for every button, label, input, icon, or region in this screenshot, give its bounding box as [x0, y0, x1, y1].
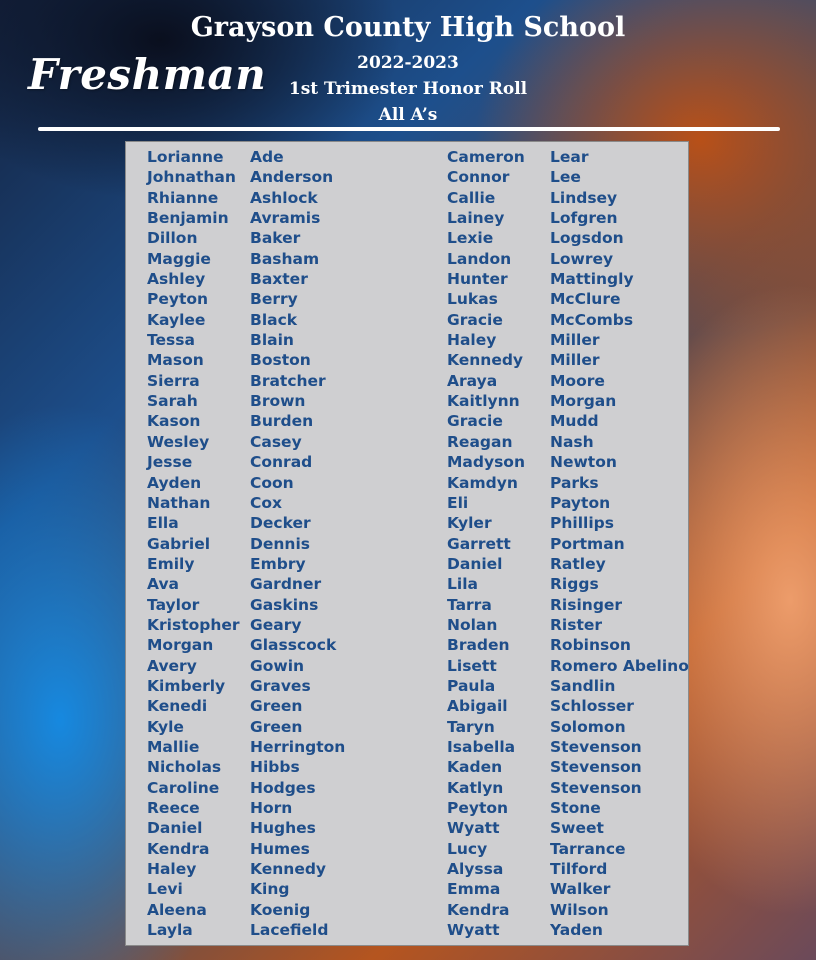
student-first-name: Gabriel [147, 534, 211, 553]
student-last-name: Yaden [550, 921, 603, 940]
student-first-name: Kenedi [147, 697, 208, 716]
student-last-name: Mattingly [550, 270, 634, 289]
student-last-name: Embry [250, 554, 306, 573]
student-last-name: Portman [550, 534, 625, 553]
student-last-name: Lear [550, 148, 589, 166]
right-first-names-column [447, 147, 525, 940]
student-first-name: Braden [447, 636, 510, 655]
student-first-name: Kendra [447, 900, 510, 919]
student-first-name: Alyssa [447, 860, 504, 879]
student-first-name: Emma [447, 880, 501, 899]
student-first-name: Nicholas [147, 758, 222, 777]
student-last-name: Baker [250, 229, 301, 248]
student-last-name: McCombs [550, 310, 634, 329]
student-last-name: Gowin [250, 656, 305, 675]
student-first-name: Taryn [447, 717, 495, 736]
student-last-name: Moore [550, 371, 605, 390]
student-last-name: Lofgren [550, 209, 618, 228]
student-last-name: Horn [250, 799, 293, 817]
student-first-name: Lexie [447, 229, 494, 248]
student-last-name: Conrad [250, 453, 313, 472]
student-first-name: Mallie [147, 737, 200, 756]
student-last-name: Cox [250, 493, 283, 512]
student-last-name: Humes [250, 839, 310, 858]
student-last-name: Casey [250, 432, 302, 451]
school-year: 2022-2023 [357, 53, 459, 73]
student-last-name: Rister [550, 615, 603, 634]
student-last-name: Ratley [550, 554, 606, 573]
student-first-name: Ella [147, 514, 179, 533]
student-last-name: Hughes [250, 819, 316, 838]
student-first-name: Wesley [147, 432, 210, 451]
student-last-name: Lee [550, 168, 581, 187]
student-first-name: Haley [447, 331, 497, 350]
student-last-name: Green [250, 697, 303, 716]
student-first-name: Madyson [447, 453, 525, 472]
student-first-name: Kyle [147, 717, 184, 736]
student-first-name: Reece [147, 799, 200, 817]
student-first-name: Daniel [447, 554, 503, 573]
student-first-name: Ava [147, 575, 180, 594]
student-first-name: Caroline [147, 778, 220, 797]
student-first-name: Katlyn [447, 778, 504, 797]
student-first-name: Levi [147, 880, 183, 899]
student-first-name: Sierra [147, 371, 200, 390]
right-last-names-column [550, 147, 689, 940]
student-first-name: Lainey [447, 209, 505, 228]
student-first-name: Peyton [147, 290, 209, 309]
student-first-name: Nolan [447, 615, 498, 634]
school-name: Grayson County High School [190, 12, 626, 43]
student-first-name: Wyatt [447, 819, 500, 838]
student-first-name: Kimberly [147, 676, 226, 695]
student-first-name: Kaden [447, 758, 503, 777]
student-last-name: Geary [250, 615, 302, 634]
student-last-name: Graves [250, 676, 311, 695]
student-first-name: Lukas [447, 290, 498, 309]
student-last-name: Newton [550, 453, 617, 472]
student-first-name: Araya [447, 371, 498, 390]
student-first-name: Peyton [447, 799, 509, 817]
student-last-name: Brown [250, 392, 306, 411]
left-first-names-column [147, 147, 240, 940]
student-last-name: Burden [250, 412, 314, 431]
student-last-name: Dennis [250, 534, 310, 553]
student-last-name: Baxter [250, 270, 308, 289]
student-last-name: Bratcher [250, 371, 326, 390]
student-first-name: Kendra [147, 839, 210, 858]
student-last-name: Morgan [550, 392, 617, 411]
student-last-name: Sandlin [550, 676, 616, 695]
student-first-name: Paula [447, 676, 496, 695]
student-last-name: Sweet [550, 819, 604, 838]
student-first-name: Aleena [147, 900, 207, 919]
student-last-name: Decker [250, 514, 311, 533]
student-first-name: Kamdyn [447, 473, 518, 492]
student-first-name: Lisett [447, 656, 497, 675]
student-first-name: Nathan [147, 493, 211, 512]
student-first-name: Kaylee [147, 310, 206, 329]
student-last-name: Anderson [250, 168, 334, 187]
student-first-name: Reagan [447, 432, 513, 451]
student-first-name: Wyatt [447, 921, 500, 940]
student-last-name: Nash [550, 432, 594, 451]
student-first-name: Layla [147, 921, 193, 940]
student-first-name: Kyler [447, 514, 492, 533]
student-first-name: Gracie [447, 412, 503, 431]
student-first-name: Taylor [147, 595, 200, 614]
student-last-name: Boston [250, 351, 311, 370]
student-last-name: Romero Abelino [550, 656, 689, 675]
student-last-name: Black [250, 310, 298, 329]
student-first-name: Lila [447, 575, 478, 594]
student-first-name: Maggie [147, 249, 211, 268]
student-last-name: Stevenson [550, 778, 642, 797]
left-last-names-column [250, 147, 345, 940]
student-last-name: Riggs [550, 575, 599, 594]
freshman-script-title: Freshman [28, 50, 267, 99]
student-first-name: Emily [147, 554, 195, 573]
student-last-name: Ade [250, 148, 284, 166]
student-last-name: Mudd [550, 412, 599, 431]
student-last-name: Robinson [550, 636, 631, 655]
student-first-name: Lorianne [147, 148, 224, 166]
student-first-name: Tarra [447, 595, 492, 614]
student-last-name: Stone [550, 799, 601, 817]
student-last-name: Stevenson [550, 758, 642, 777]
student-first-name: Hunter [447, 270, 508, 289]
student-last-name: Parks [550, 473, 599, 492]
honor-roll-term: 1st Trimester Honor Roll [288, 79, 528, 99]
student-last-name: Gaskins [250, 595, 319, 614]
student-first-name: Cameron [447, 148, 525, 166]
student-last-name: Phillips [550, 514, 614, 533]
student-last-name: Lindsey [550, 188, 618, 207]
student-last-name: Basham [250, 249, 320, 268]
student-first-name: Eli [447, 493, 469, 512]
student-first-name: Kennedy [447, 351, 524, 370]
student-last-name: Miller [550, 351, 600, 370]
student-last-name: Miller [550, 331, 600, 350]
student-first-name: Garrett [447, 534, 511, 553]
student-last-name: Berry [250, 290, 298, 309]
student-first-name: Daniel [147, 819, 203, 838]
student-first-name: Ayden [147, 473, 202, 492]
student-last-name: McClure [550, 290, 621, 309]
student-last-name: Avramis [250, 209, 321, 228]
student-first-name: Kaitlynn [447, 392, 520, 411]
names-panel [125, 141, 689, 946]
student-last-name: Tarrance [550, 839, 626, 858]
student-first-name: Jesse [147, 453, 193, 472]
student-first-name: Mason [147, 351, 204, 370]
student-last-name: Lowrey [550, 249, 614, 268]
student-last-name: Kennedy [250, 860, 327, 879]
student-last-name: Blain [250, 331, 294, 350]
student-last-name: Glasscock [250, 636, 337, 655]
student-first-name: Connor [447, 168, 510, 187]
student-last-name: Logsdon [550, 229, 624, 248]
student-first-name: Dillon [147, 229, 198, 248]
student-last-name: King [250, 880, 290, 899]
student-first-name: Tessa [147, 331, 195, 350]
student-first-name: Morgan [147, 636, 214, 655]
student-last-name: Green [250, 717, 303, 736]
student-last-name: Stevenson [550, 737, 642, 756]
honor-category: All A’s [378, 105, 438, 125]
student-first-name: Callie [447, 188, 496, 207]
student-first-name: Isabella [447, 737, 516, 756]
student-last-name: Hodges [250, 778, 316, 797]
student-last-name: Herrington [250, 737, 346, 756]
student-first-name: Lucy [447, 839, 488, 858]
student-first-name: Gracie [447, 310, 503, 329]
student-first-name: Abigail [447, 697, 508, 716]
student-last-name: Gardner [250, 575, 322, 594]
student-last-name: Payton [550, 493, 611, 512]
student-last-name: Wilson [550, 900, 609, 919]
student-last-name: Walker [550, 880, 611, 899]
header-divider [38, 127, 780, 131]
student-first-name: Avery [147, 656, 197, 675]
student-last-name: Ashlock [250, 188, 318, 207]
student-first-name: Sarah [147, 392, 198, 411]
student-first-name: Landon [447, 249, 512, 268]
student-last-name: Koenig [250, 900, 311, 919]
student-first-name: Benjamin [147, 209, 229, 228]
student-first-name: Rhianne [147, 188, 219, 207]
student-last-name: Solomon [550, 717, 626, 736]
student-last-name: Coon [250, 473, 294, 492]
student-last-name: Tilford [550, 860, 608, 879]
student-last-name: Lacefield [250, 921, 329, 940]
student-first-name: Ashley [147, 270, 206, 289]
student-first-name: Kason [147, 412, 201, 431]
student-last-name: Risinger [550, 595, 623, 614]
student-first-name: Johnathan [147, 168, 236, 187]
student-last-name: Hibbs [250, 758, 300, 777]
student-last-name: Schlosser [550, 697, 634, 716]
student-first-name: Haley [147, 860, 197, 879]
student-first-name: Kristopher [147, 615, 240, 634]
